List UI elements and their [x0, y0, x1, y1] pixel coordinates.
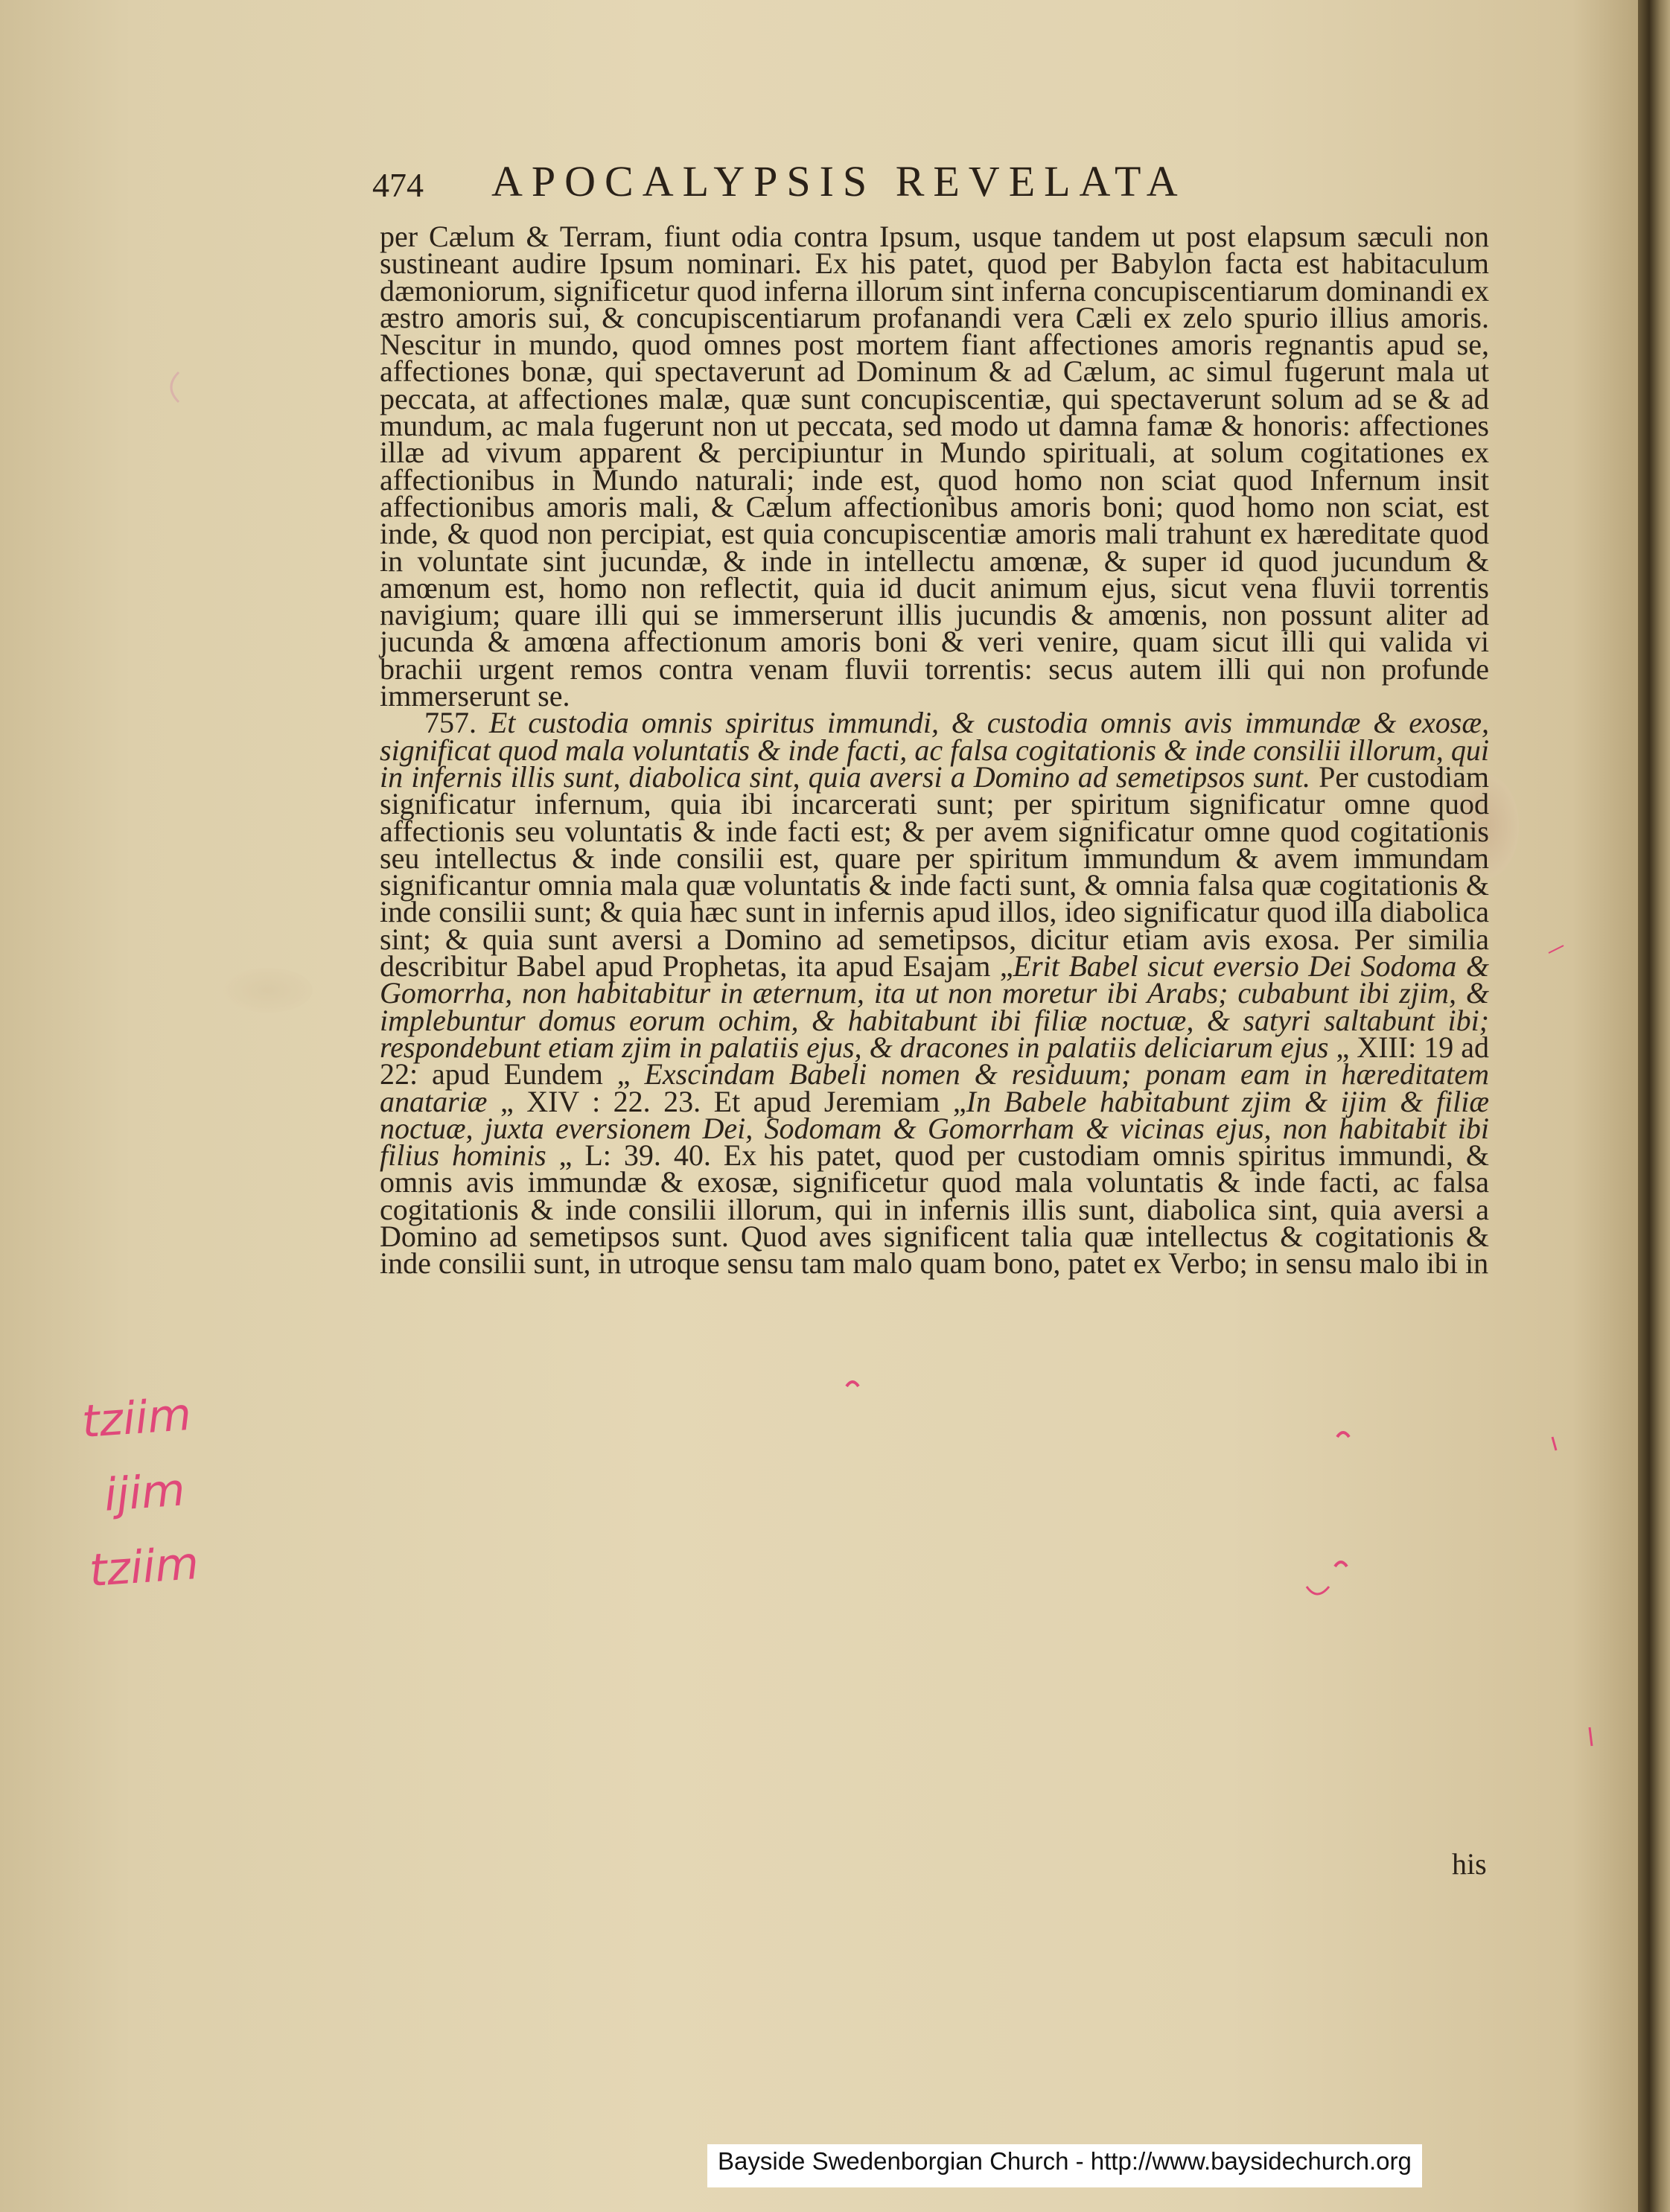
footer-credit: Bayside Swedenborgian Church - http://www.baysidechurch.org — [707, 2144, 1422, 2187]
quote-jeremiam: In Babele habitabunt zjim & ijim & filiæ noctuæ, juxta eversionem Dei, Sodomam & Gomorrham & vicinas ejus, non habitabit ibi filius hominis — [380, 1084, 1489, 1173]
caret-mark-3 — [1335, 1562, 1347, 1566]
faded-mark — [171, 372, 179, 402]
reference-2: „ XIV : 22. 23. Et apud Jeremiam „ — [500, 1084, 966, 1118]
section-heading-italic: Et custodia omnis spiritus immundi, & custodia omnis avis immundæ & exosæ, significat quod mala voluntatis & inde facti, ac falsa cogitationis & inde consilii illorum, qui in infernis illis sunt, diabolica sint, quia aversi a Domino ad semetipsos sunt. — [380, 706, 1490, 794]
reference-1: „ XIII: 19 ad 22: apud Eundem „ — [380, 1030, 1490, 1091]
catchword: his — [1452, 1847, 1487, 1881]
quote-esajam: Erit Babel sicut eversio Dei Sodoma & Gomorrha, non habitabitur in æternum, ita ut non moretur ibi Arabs; cubabunt ibi zjim, & implebuntur domus eorum ochim, & habitabunt ibi filiæ noctuæ, & satyri saltabunt ibi; respondebunt etiam zjim in palatiis ejus, & dracones in palatiis deliciarum ejus — [380, 949, 1489, 1064]
explanation-text: Per custodiam significatur infernum, quia ibi incarcerati sunt; per spiritum significatur omne quod affectionis seu voluntatis & inde facti est; & per avem significatur omne quod cogitationis seu intellectus & inde consilii est, quare per spiritum immundum & avem immundam significantur omnia mala quæ voluntatis & inde facti sunt, & omnia falsa quæ cogitationis & inde consilii sunt; & quia hæc sunt in infernis apud illos, ideo significatur quod illa diabolica sint; & quia sunt aversi a Domino ad semetipsos, dicitur etiam avis exosa. Per similia describitur Babel apud Prophetas, ita apud Esajam „ — [380, 759, 1490, 984]
circle-mark — [1307, 1587, 1329, 1594]
caret-mark-1 — [847, 1382, 858, 1386]
handwritten-note-2: ijim — [102, 1464, 187, 1522]
tick-mark-2 — [1590, 1727, 1592, 1746]
paragraph-continuation: per Cælum & Terram, fiunt odia contra Ipsum, usque tandem ut post elapsum sæculi non sustineant audire Ipsum nominari. Ex his patet, quod per Babylon facta est habitaculum dæmoniorum, significetur quod inferna illorum sint inferna concupiscentiarum dominandi ex æstro amoris sui, & concupiscentiarum profanandi vera Cæli ex zelo spurio illius amoris. Nescitur in mundo, quod omnes post mortem fiant affectiones amoris regnantis apud se, affectiones bonæ, qui spectaverunt ad Dominum & ad Cælum, ac simul fugerunt mala ut peccata, at affectiones malæ, quæ sunt concupiscentiæ, qui spectaverunt solum ad se & ad mundum, ac mala fugerunt non ut peccata, sed modo ut damna famæ & honoris: affectiones illæ ad vivum apparent & percipiuntur in Mundo spirituali, at solum cogitationes ex affectionibus in Mundo naturali; inde est, quod homo non sciat quod Infernum insit affectionibus amoris mali, & Cælum affectionibus amoris boni; quod homo non sciat, est inde, & quod non percipiat, est quia concupiscentiæ amoris mali trahunt ex hæreditate quod in voluntate sint jucundæ, & inde in intellectu amœnæ, & super id quod jucundum & amœnum est, homo non reflectit, quia id ducit animum ejus, sicut vena fluvii torrentis navigium; quare illi qui se immerserunt illis jucundis & amœnis, non possunt aliter ad jucunda & amœna affectionum amoris boni & veri venire, quam sicut illi qui valida vi brachii urgent remos contra venam fluvii torrentis: secus autem illi qui non profunde immerserunt se. — [380, 220, 1489, 713]
section-number: 757. — [424, 706, 477, 740]
handwritten-note-1: tziim — [80, 1388, 194, 1449]
reference-3: „ L: 39. 40. Ex his patet, quod per custodiam omnis spiritus immundi, & omnis avis immundæ & exosæ, significetur quod mala voluntatis & inde facti, ac falsa cogitationis & inde consilii illorum, qui in infernis illis sunt, diabolica sint, quia aversi a Domino ad semetipsos sunt. Quod aves significent talia quæ intellectus & cogitationis & inde consilii sunt, in utroque sensu tam malo quam bono, patet ex Verbo; in sensu malo ibi in — [380, 1138, 1489, 1281]
tick-mark-3 — [1549, 946, 1564, 953]
caret-mark-2 — [1337, 1432, 1349, 1437]
tick-mark-1 — [1552, 1437, 1556, 1450]
handwritten-note-3: tziim — [87, 1537, 201, 1598]
page-number: 474 — [372, 166, 424, 204]
quote-eundem: Exscindam Babeli nomen & residuum; ponam eam in hæreditatem anatariæ — [380, 1057, 1490, 1118]
running-title: APOCALYPSIS REVELATA — [491, 157, 1187, 205]
